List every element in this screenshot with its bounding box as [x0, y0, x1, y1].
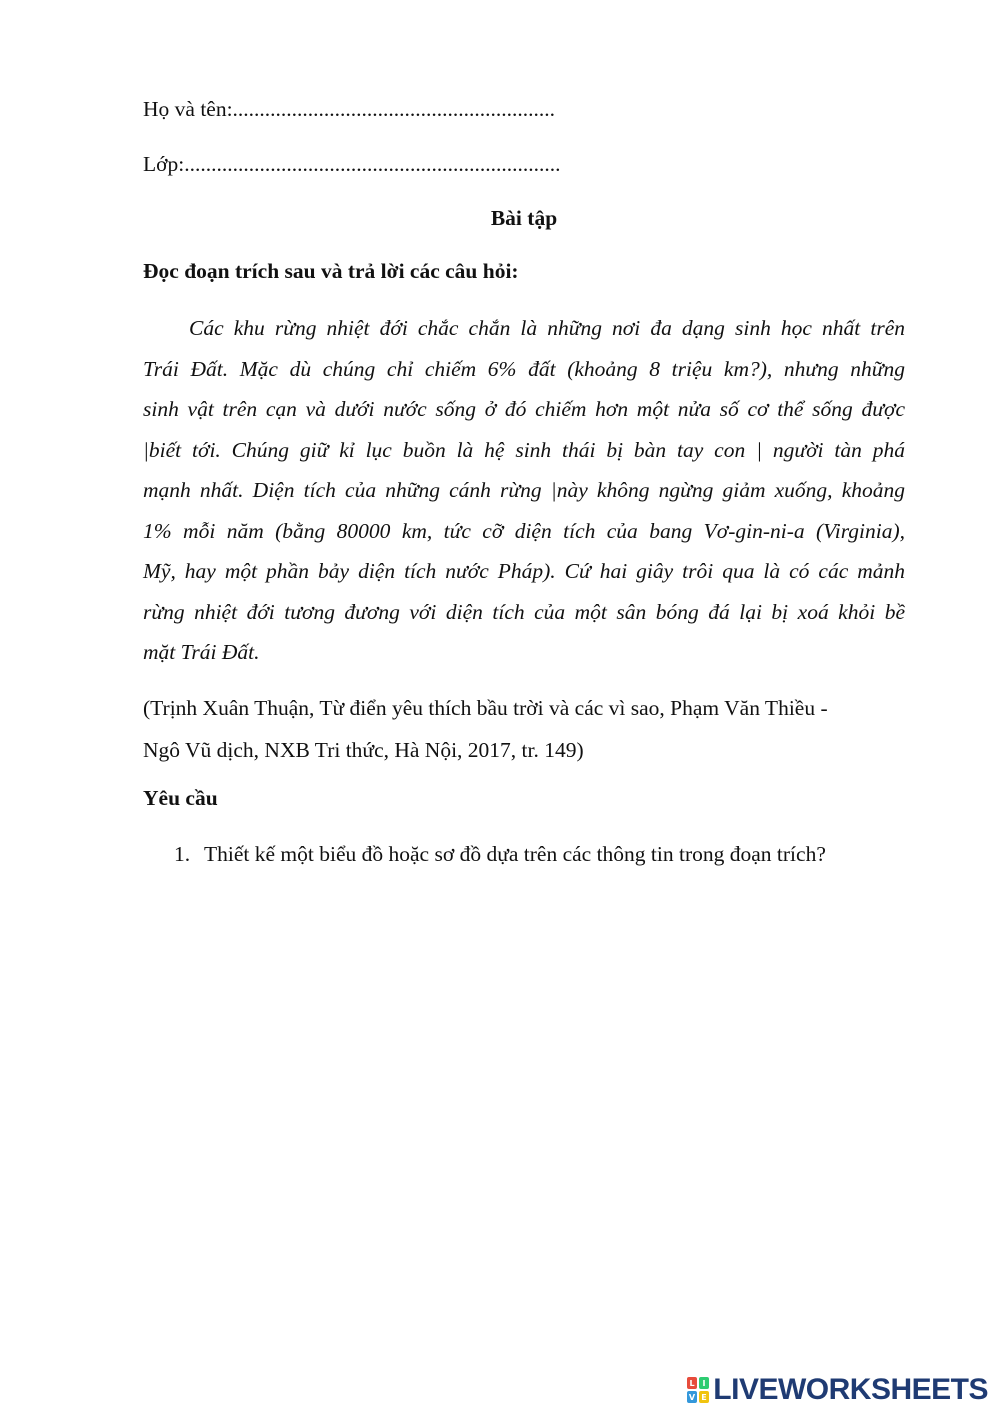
svg-text:I: I: [702, 1379, 706, 1388]
source-citation: [143, 687, 909, 771]
passage-line: Các khu rừng nhiệt đới chắc chắn là những nơi đa dạng sinh học nhất trên: [189, 316, 905, 340]
requirements-heading: Yêu cầu: [143, 786, 218, 810]
passage-line: mạnh nhất. Diện tích của những cánh rừng |này không ngừng giảm xuống, khoảng: [143, 478, 905, 502]
passage: [143, 308, 905, 673]
svg-text:V: V: [689, 1393, 696, 1402]
requirement-item: [174, 842, 826, 867]
class-field-label: Lớp:......................................................................: [143, 152, 561, 176]
liveworksheets-brand: [687, 1372, 988, 1408]
passage-line: 1% mỗi năm (bằng 80000 km, tức cỡ diện tích của bang Vơ-gin-ni-a (Virginia),: [143, 518, 905, 543]
source-line: Ngô Vũ dịch, NXB Tri thức, Hà Nội, 2017, tr. 149): [143, 738, 584, 762]
brand-name: LIVEWORKSHEETS: [713, 1373, 988, 1406]
liveworksheets-logo-icon: [687, 1377, 709, 1403]
passage-line: Trái Đất. Mặc dù chúng chỉ chiếm 6% đất (khoảng 8 triệu km?), nhưng những: [143, 356, 905, 381]
passage-line: mặt Trái Đất.: [143, 640, 260, 664]
svg-text:L: L: [689, 1379, 695, 1388]
passage-line: |biết tới. Chúng giữ kỉ lục buồn là hệ sinh thái bị bàn tay con | người tàn phá: [143, 437, 905, 462]
requirement-number: 1.: [174, 842, 191, 866]
name-field-label: Họ và tên:............................................................: [143, 97, 556, 121]
requirement-text: Thiết kế một biểu đồ hoặc sơ đồ dựa trên các thông tin trong đoạn trích?: [204, 842, 826, 866]
instruction-heading: Đọc đoạn trích sau và trả lời các câu hỏi:: [143, 259, 519, 283]
passage-line: sinh vật trên cạn và dưới nước sống ở đó chiếm hơn một nửa số cơ thể sống được: [143, 397, 905, 421]
passage-line: rừng nhiệt đới tương đương với diện tích của một sân bóng đá lại bị xoá khỏi bề: [143, 599, 905, 624]
passage-line: Mỹ, hay một phần bảy diện tích nước Pháp). Cứ hai giây trôi qua là có các mảnh: [143, 559, 905, 583]
source-line: (Trịnh Xuân Thuận, Từ điển yêu thích bầu trời và các vì sao, Phạm Văn Thiều -: [143, 696, 828, 720]
page-title: Bài tập: [490, 206, 558, 230]
svg-text:E: E: [701, 1393, 708, 1402]
